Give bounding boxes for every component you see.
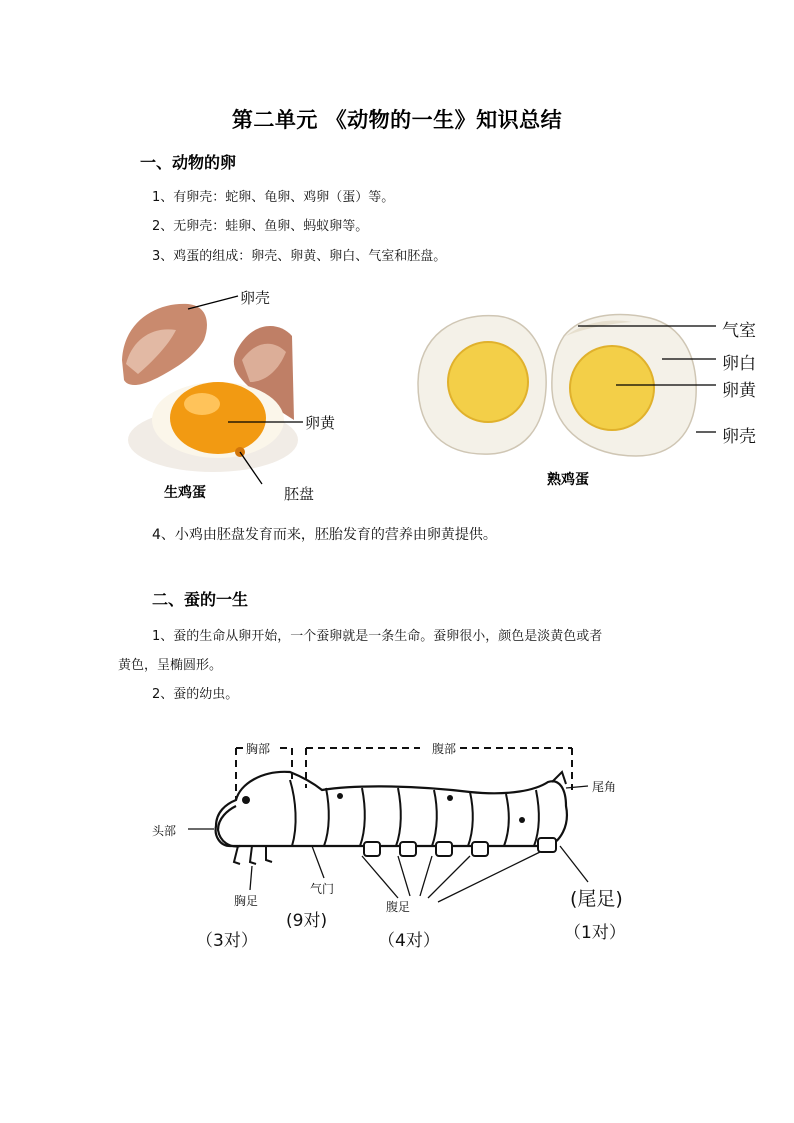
label-thoracic-legs: 胸足 [234,894,259,908]
label-raw-yolk: 卵黄 [305,414,336,432]
count-thoracic-legs: （3对） [196,931,258,951]
paragraph-line: 黄色，呈椭圆形。 [118,658,223,673]
list-item: 4、小鸡由胚盘发育而来，胚胎发育的营养由卵黄提供。 [152,527,497,543]
label-tail-legs: (尾足) [570,888,623,910]
section-heading-silkworm: 二、蚕的一生 [152,590,249,609]
label-tail-horn: 尾角 [592,780,617,794]
count-spiracles: (9对) [286,911,328,931]
count-tail-legs: （1对） [564,923,626,943]
label-abdomen: 腹部 [432,742,457,756]
label-raw-shell: 卵壳 [240,289,271,307]
paragraph-line: 1、蚕的生命从卵开始，一个蚕卵就是一条生命。蚕卵很小，颜色是淡黄色或者 [152,629,603,644]
list-item: 1、有卵壳：蛇卵、龟卵、鸡卵（蛋）等。 [152,190,395,205]
list-item: 3、鸡蛋的组成：卵壳、卵黄、卵白、气室和胚盘。 [152,249,447,264]
label-germinal-disc: 胚盘 [284,485,315,503]
label-prolegs: 腹足 [386,900,411,914]
label-thorax: 胸部 [246,742,271,756]
count-prolegs: （4对） [378,931,440,951]
label-albumen: 卵白 [722,354,756,374]
section-heading-eggs: 一、动物的卵 [140,153,237,172]
page-title: 第二单元 《动物的一生》知识总结 [231,108,563,132]
label-cooked-shell: 卵壳 [722,427,756,447]
list-item: 2、蚕的幼虫。 [152,687,239,702]
caption-raw-egg: 生鸡蛋 [164,485,206,501]
label-air-cell: 气室 [722,321,756,341]
label-spiracles: 气门 [310,882,335,896]
label-cooked-yolk: 卵黄 [722,381,756,401]
label-head: 头部 [152,824,177,838]
list-item: 2、无卵壳：蛙卵、鱼卵、蚂蚁卵等。 [152,219,369,234]
caption-cooked-egg: 熟鸡蛋 [547,472,589,488]
